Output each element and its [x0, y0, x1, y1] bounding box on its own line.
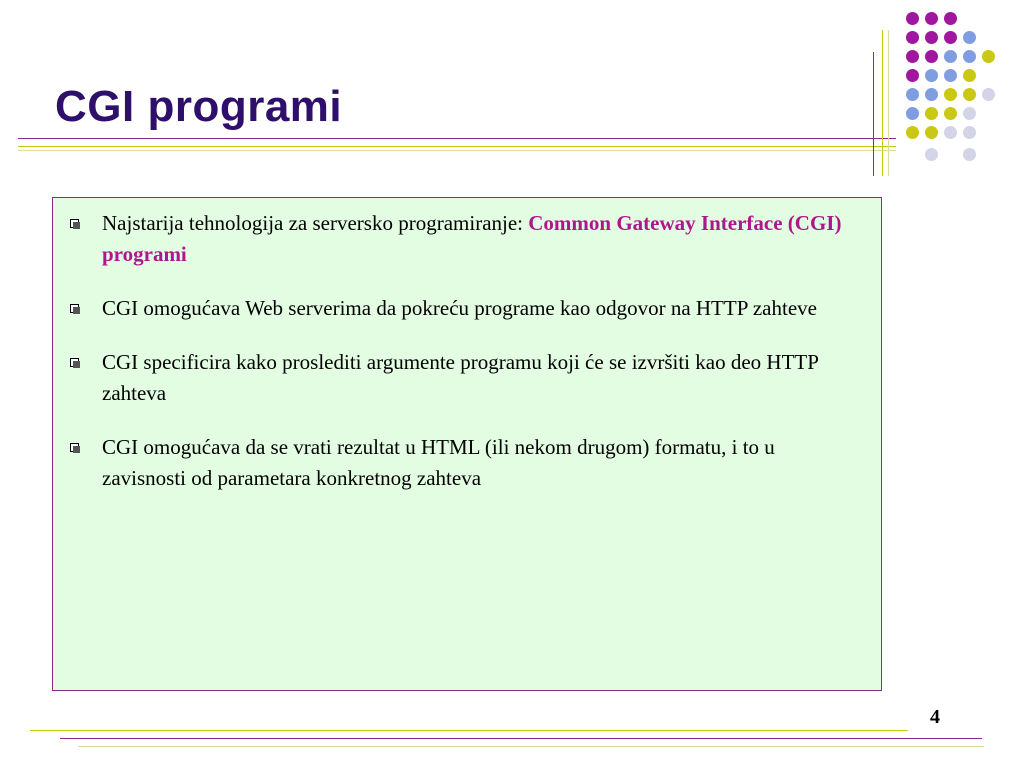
dot [925, 31, 938, 44]
dot [963, 31, 976, 44]
corner-rule-1 [873, 52, 874, 176]
dot [963, 69, 976, 82]
bullet-text: Najstarija tehnologija za serversko programiranje: [102, 211, 529, 235]
dot [925, 148, 938, 161]
dot [906, 31, 919, 44]
bullet-text: CGI specificira kako proslediti argumente programu koji će se izvršiti kao deo HTTP zahteva [102, 350, 819, 405]
corner-rule-3 [888, 30, 889, 176]
title-rule-olive-2 [18, 150, 896, 151]
dot [906, 50, 919, 63]
bullet-text: CGI omogućava Web serverima da pokreću programe kao odgovor na HTTP zahteve [102, 296, 817, 320]
bullet-item [67, 347, 857, 409]
square-bullet-icon [70, 443, 79, 452]
dot [944, 12, 957, 25]
slide-title: CGI programi [55, 82, 343, 131]
dot [982, 88, 995, 101]
dot [963, 107, 976, 120]
dot [925, 126, 938, 139]
square-bullet-icon [70, 304, 79, 313]
bullet-item [67, 432, 857, 494]
bullet-item [67, 208, 857, 270]
title-rule-purple [18, 138, 896, 139]
dot-grid-decoration [906, 12, 1016, 172]
dot [906, 88, 919, 101]
footer-rule-3 [78, 746, 984, 747]
dot [925, 50, 938, 63]
bullet-item [67, 293, 857, 324]
title-rule-olive [18, 146, 896, 147]
dot [906, 12, 919, 25]
dot [982, 50, 995, 63]
footer-rule-2 [60, 738, 982, 739]
bullet-highlight: Common Gateway Interface (CGI) programi [102, 211, 842, 266]
dot [925, 69, 938, 82]
dot [906, 107, 919, 120]
corner-rule-2 [882, 30, 883, 176]
dot [944, 88, 957, 101]
dot [944, 31, 957, 44]
bullet-list [67, 208, 857, 517]
dot [944, 126, 957, 139]
page-number: 4 [930, 706, 940, 728]
dot [925, 12, 938, 25]
bullet-text: CGI omogućava da se vrati rezultat u HTML (ili nekom drugom) formatu, i to u zavisnosti od parametara konkretnog zahteva [102, 435, 775, 490]
footer-rule-1 [30, 730, 908, 731]
dot [906, 69, 919, 82]
dot [925, 88, 938, 101]
square-bullet-icon [70, 219, 79, 228]
dot [925, 107, 938, 120]
dot [906, 126, 919, 139]
dot [963, 126, 976, 139]
dot [944, 50, 957, 63]
dot [963, 50, 976, 63]
dot [944, 107, 957, 120]
square-bullet-icon [70, 358, 79, 367]
dot [963, 88, 976, 101]
dot [944, 69, 957, 82]
dot [963, 148, 976, 161]
content-box [52, 197, 882, 691]
